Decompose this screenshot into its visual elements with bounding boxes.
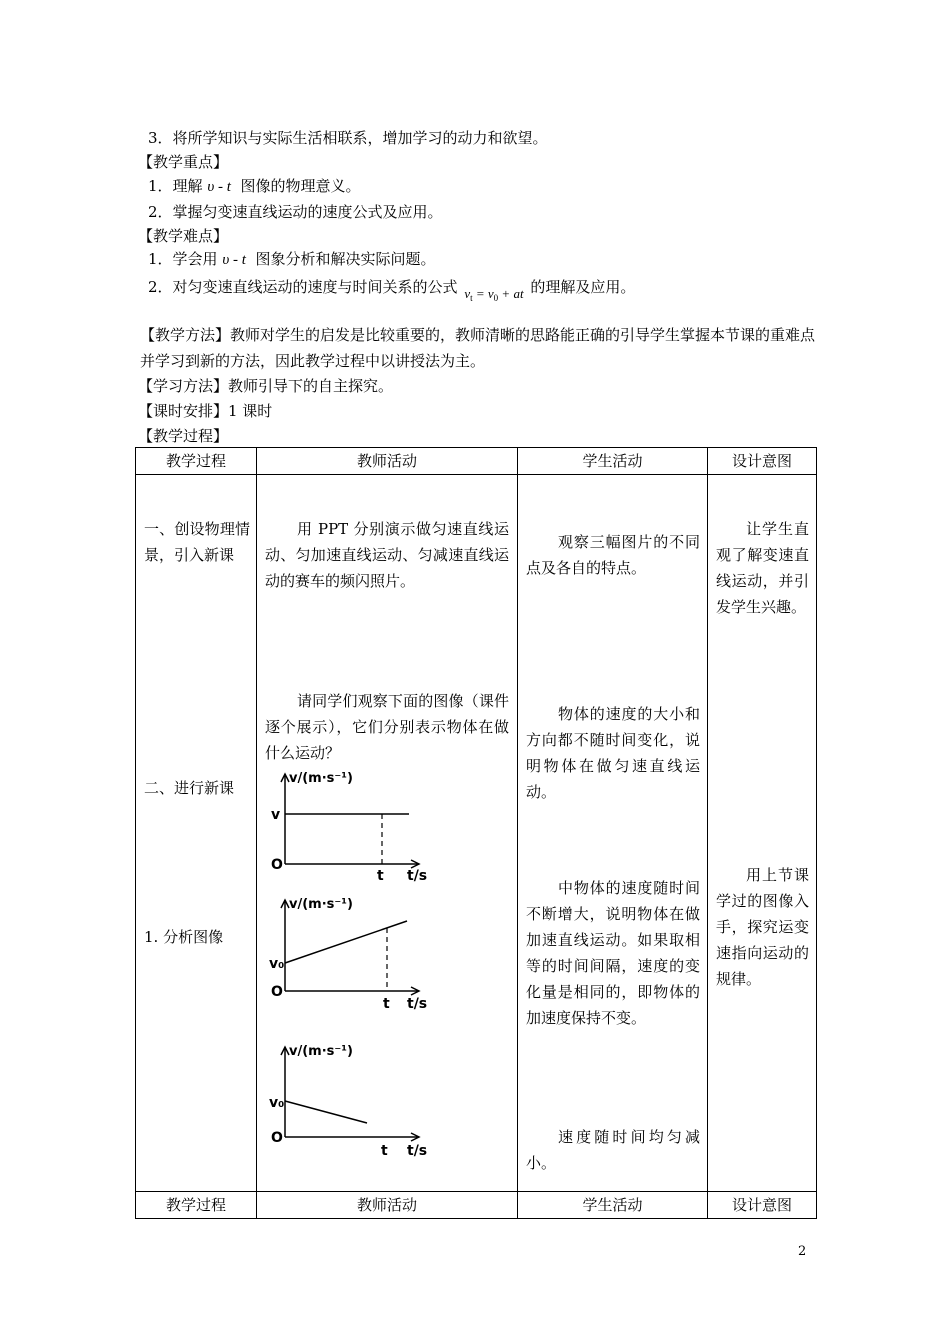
t-mark-label: t [377, 868, 384, 884]
graph-accelerating-motion [267, 888, 447, 1013]
origin-label: O [271, 984, 283, 1000]
x-axis-label: t/s [407, 996, 428, 1012]
process-heading: 【教学过程】 [138, 427, 229, 445]
student-activity-uniform: 物体的速度的大小和方向都不随时间变化，说明物体在做匀速直线运动。 [526, 705, 700, 801]
difficult-point-1-prefix: 1．学会用 [148, 250, 218, 268]
origin-label: O [271, 1130, 283, 1146]
x-axis-label: t/s [407, 1143, 428, 1159]
header-student: 学生活动 [518, 1192, 708, 1219]
graph-decelerating-motion [267, 1039, 447, 1164]
header-teacher: 教师活动 [257, 1192, 518, 1219]
difficult-heading: 【教学难点】 [138, 227, 229, 245]
header-stage: 教学过程 [136, 1192, 257, 1219]
intent-graphs: 用上节课学过的图像入手，探究运变速指向运动的规律。 [716, 866, 809, 988]
t-mark-label: t [383, 996, 390, 1012]
key-points-heading: 【教学重点】 [138, 153, 229, 171]
objective-3: 3．将所学知识与实际生活相联系，增加学习的动力和欲望。 [148, 129, 548, 147]
difficult-point-1-suffix: 图象分析和解决实际问题。 [255, 250, 436, 268]
header-stage: 教学过程 [136, 448, 257, 475]
learning-method: 【学习方法】教师引导下的自主探究。 [138, 377, 394, 395]
y-axis-label: v/(m·s⁻¹) [289, 897, 353, 912]
table-header-row-repeat [136, 1192, 817, 1219]
stage-intro: 一、创设物理情景，引入新课 [144, 520, 250, 564]
stage-new-lesson: 二、进行新课 [144, 779, 235, 797]
student-activity-observe: 观察三幅图片的不同点及各自的特点。 [526, 533, 700, 577]
page-number: 2 [798, 1244, 807, 1259]
header-intent: 设计意图 [708, 1192, 817, 1219]
key-point-1-suffix: 图像的物理意义。 [240, 177, 361, 195]
student-activity-accelerating: 中物体的速度随时间不断增大，说明物体在做加速直线运动。如果取相等的时间间隔，速度的变化量是相同的，即物体的加速度保持不变。 [526, 879, 700, 1027]
header-teacher: 教师活动 [257, 448, 518, 475]
difficult-point-1 [148, 249, 435, 270]
header-student: 学生活动 [518, 448, 708, 475]
difficult-point-2-suffix: 的理解及应用。 [530, 278, 636, 296]
origin-label: O [271, 857, 283, 873]
y-axis-label: v/(m·s⁻¹) [289, 1044, 353, 1059]
x-axis-label: t/s [407, 868, 428, 884]
class-schedule: 【课时安排】1 课时 [138, 402, 273, 420]
v-level-label: v [271, 807, 281, 823]
header-intent: 设计意图 [708, 448, 817, 475]
teacher-activity-ppt: 用 PPT 分别演示做匀速直线运动、匀加速直线运动、匀减速直线运动的赛车的频闪照片。 [265, 520, 509, 590]
difficult-point-2-prefix: 2．对匀变速直线运动的速度与时间关系的公式 [148, 278, 458, 296]
difficult-point-2 [148, 277, 635, 302]
key-point-1-prefix: 1．理解 [148, 177, 203, 195]
student-activity-decelerating: 速度随时间均匀减小。 [526, 1128, 700, 1172]
y-axis-label: v/(m·s⁻¹) [289, 771, 353, 786]
graph-uniform-motion [267, 764, 447, 884]
vt-symbol: υ - t [207, 179, 231, 195]
vt-symbol: υ - t [222, 252, 246, 268]
v0-label: v₀ [269, 956, 285, 972]
teaching-method: 【教学方法】教师对学生的启发是比较重要的，教师清晰的思路能正确的引导学生掌握本节课的重难点并学习到新的方法，因此教学过程中以讲授法为主。 [140, 326, 816, 370]
t-mark-label: t [381, 1143, 388, 1159]
v0-label: v₀ [269, 1095, 285, 1111]
table-row [136, 475, 817, 1192]
stage-analyze-graphs: 1. 分析图像 [144, 928, 224, 946]
lesson-process-table [135, 447, 817, 1219]
table-header-row [136, 448, 817, 475]
intent-intro: 让学生直观了解变速直线运动，并引发学生兴趣。 [716, 520, 809, 616]
teacher-activity-graphs: 请同学们观察下面的图像（课件逐个展示），它们分别表示物体在做什么运动？ [265, 692, 509, 762]
key-point-1 [148, 176, 360, 197]
velocity-formula: $v_t = v_0$ + at [464, 286, 524, 303]
key-point-2: 2．掌握匀变速直线运动的速度公式及应用。 [148, 203, 443, 221]
